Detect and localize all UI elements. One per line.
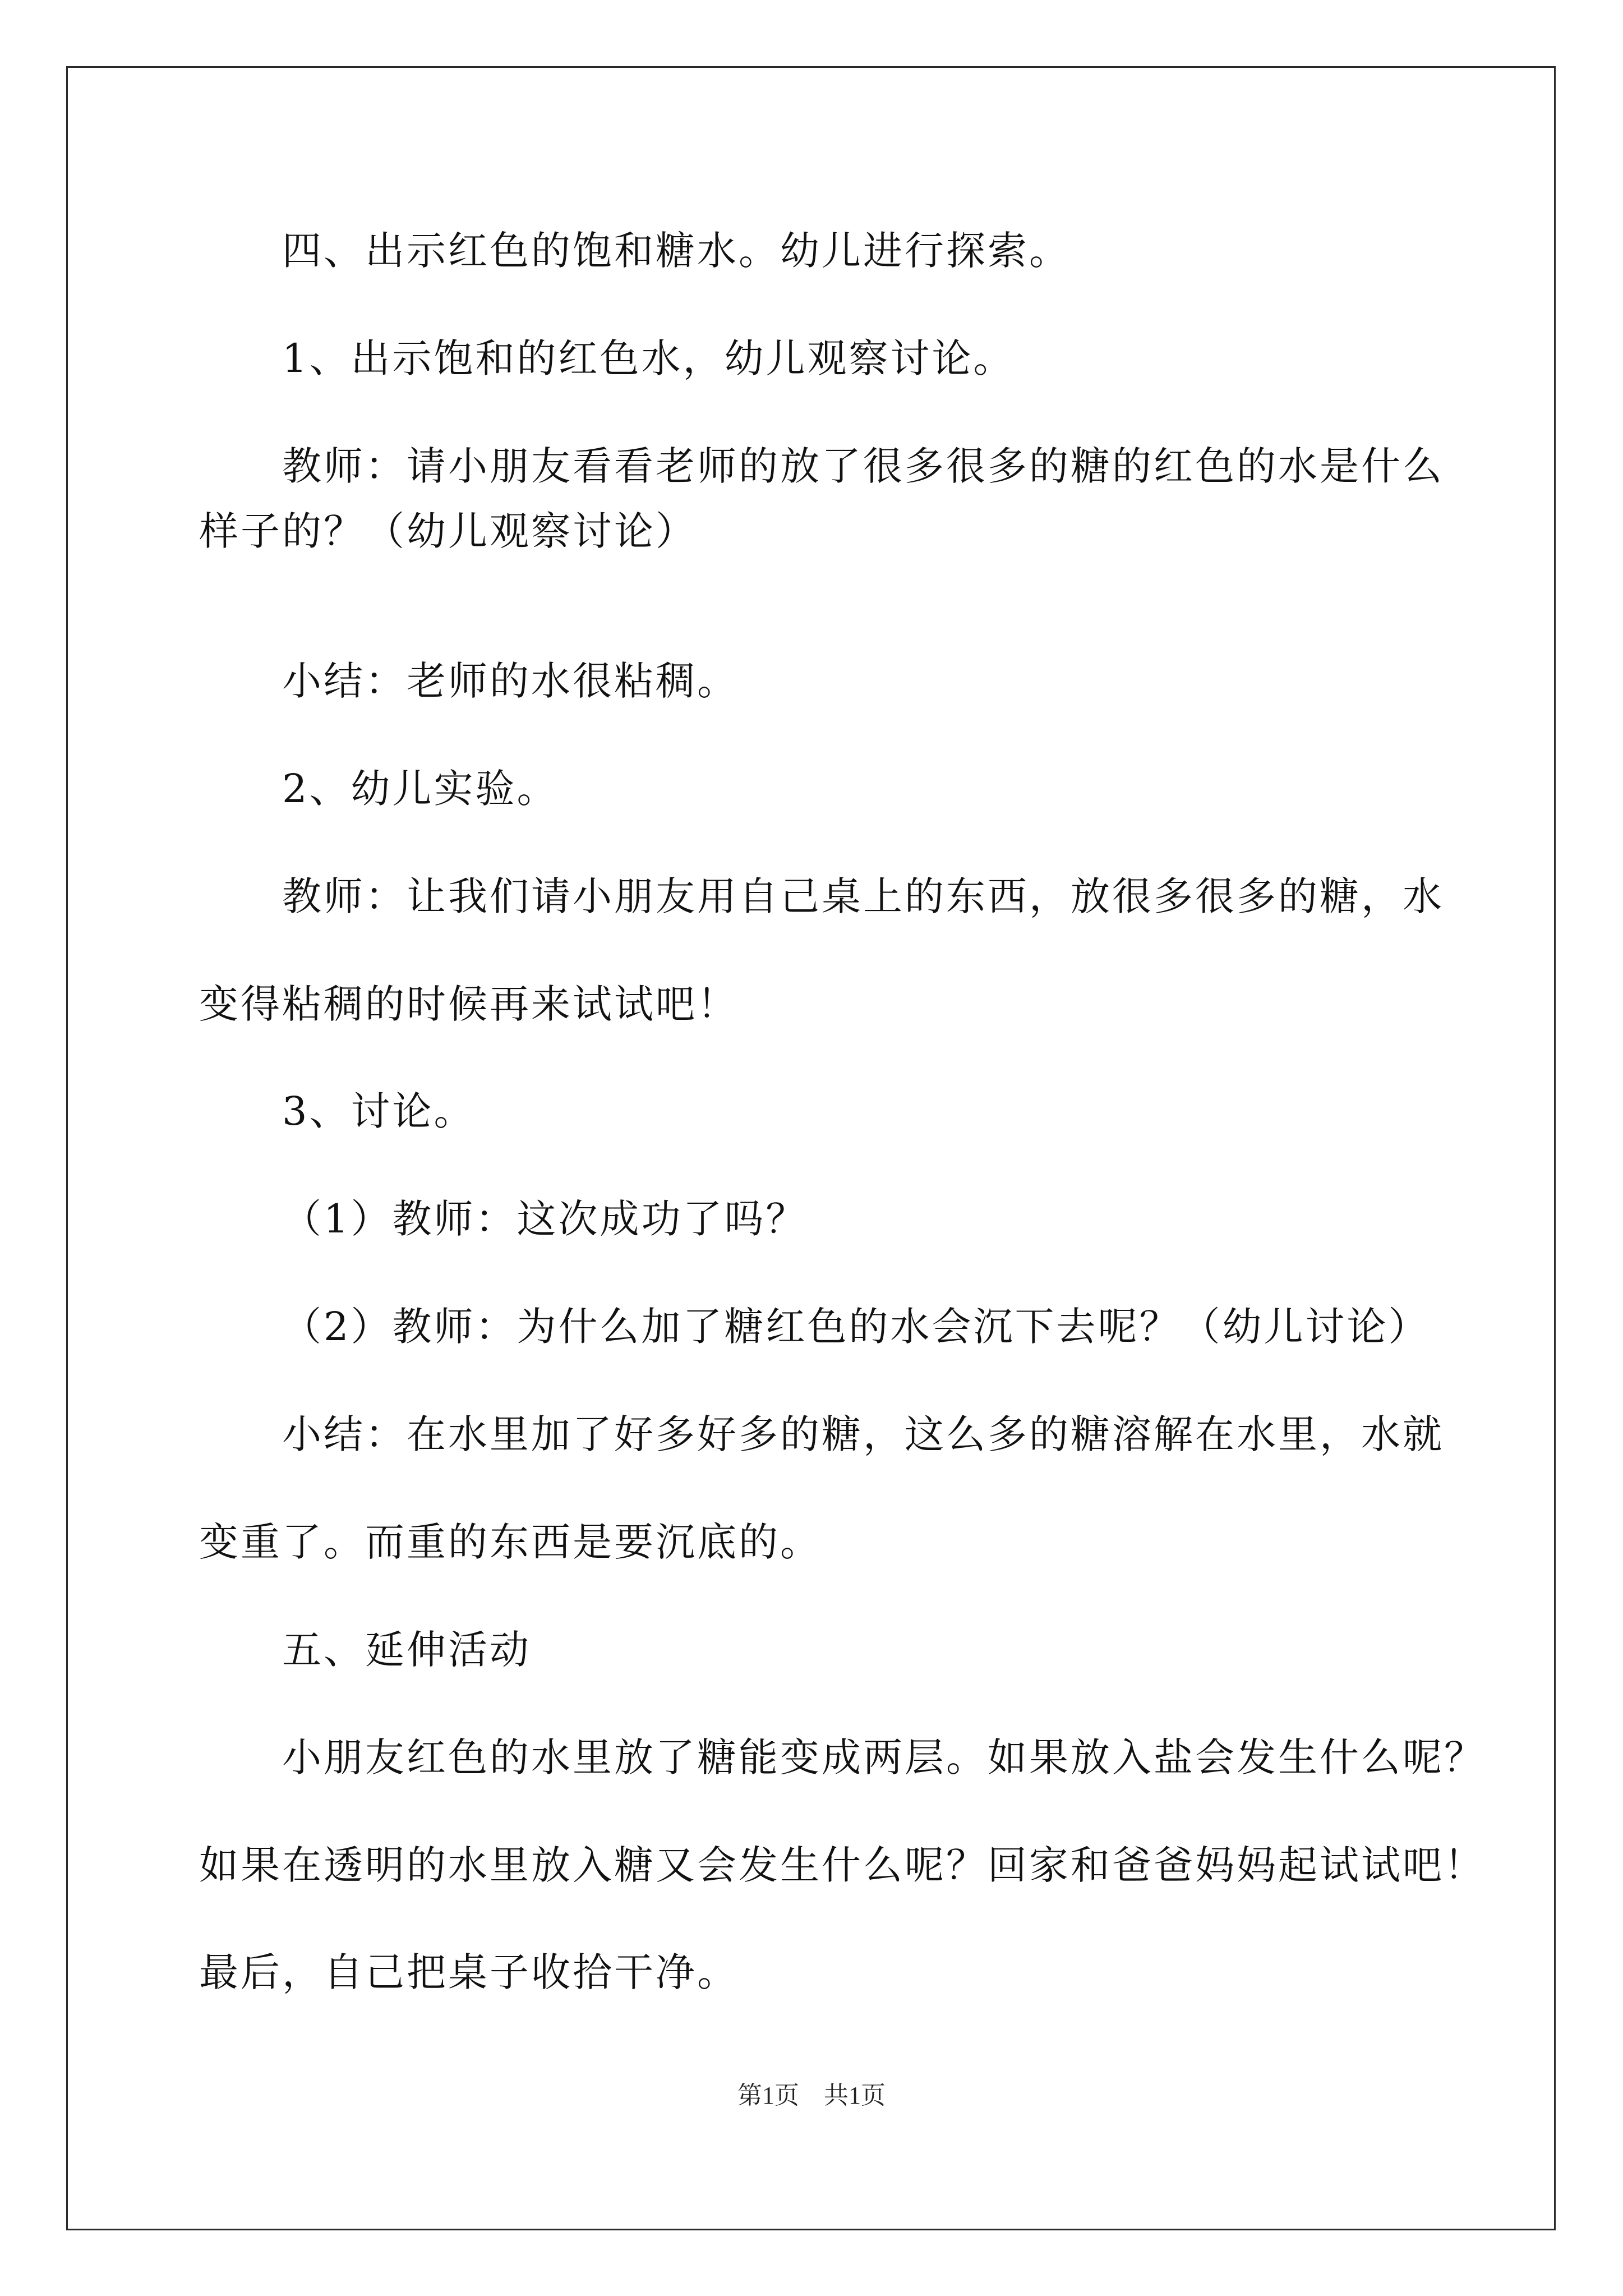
paragraph-line: 变重了。而重的东西是要沉底的。: [199, 1519, 822, 1565]
page-border: [66, 66, 1556, 2230]
question-line: （2）教师：为什么加了糖红色的水会沉下去呢？（幼儿讨论）: [282, 1304, 1430, 1350]
paragraph-line: 最后，自己把桌子收拾干净。: [199, 1949, 739, 1995]
paragraph-line: 样子的？（幼儿观察讨论）: [199, 508, 697, 554]
section-heading-five: 五、延伸活动: [282, 1627, 531, 1673]
paragraph-line: 如果在透明的水里放入糖又会发生什么呢？回家和爸爸妈妈起试试吧！: [199, 1842, 1486, 1888]
paragraph-line: 教师：让我们请小朋友用自己桌上的东西，放很多很多的糖，水: [282, 873, 1444, 919]
paragraph-line: 变得粘稠的时候再来试试吧！: [199, 981, 739, 1027]
summary-line: 小结：在水里加了好多好多的糖，这么多的糖溶解在水里，水就: [282, 1411, 1444, 1457]
paragraph-line: 教师：请小朋友看看老师的放了很多很多的糖的红色的水是什么: [282, 443, 1444, 489]
section-heading-four: 四、出示红色的饱和糖水。幼儿进行探索。: [282, 228, 1071, 274]
step-two-heading: 2、幼儿实验。: [282, 766, 559, 812]
paragraph-line: 小朋友红色的水里放了糖能变成两层。如果放入盐会发生什么呢？: [282, 1734, 1486, 1780]
page-footer: 第1页 共1页: [737, 2082, 886, 2109]
step-one-heading: 1、出示饱和的红色水，幼儿观察讨论。: [282, 335, 1015, 381]
summary-line: 小结：老师的水很粘稠。: [282, 658, 739, 704]
step-three-heading: 3、讨论。: [282, 1088, 476, 1134]
question-line: （1）教师：这次成功了吗？: [282, 1196, 808, 1242]
